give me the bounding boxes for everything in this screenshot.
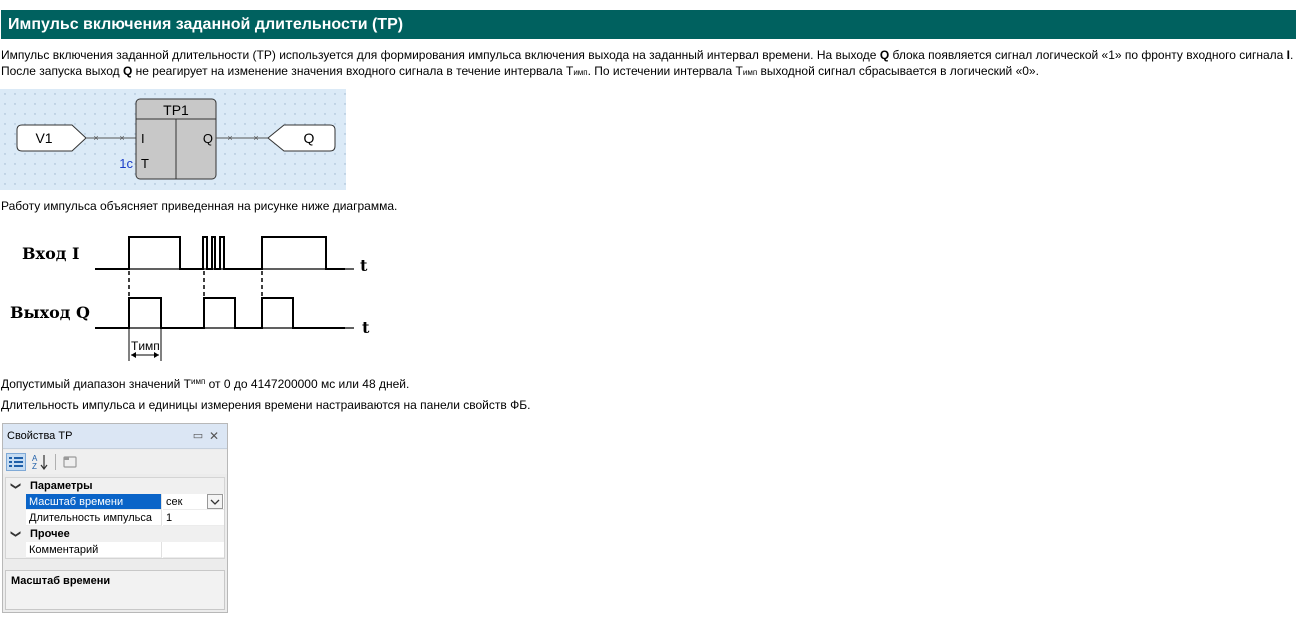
pulse-width-label: Tимп	[131, 339, 160, 353]
category-other[interactable]	[6, 526, 224, 542]
output-variable-label: Q	[303, 130, 315, 146]
intro-text-3: . После запуска выход	[1, 48, 1294, 78]
intro-text-6: выходной сигнал сбрасывается в логический «0».	[757, 64, 1039, 78]
property-name: Комментарий	[26, 542, 162, 558]
property-row-comment[interactable]	[6, 542, 224, 558]
sort-az-icon	[30, 453, 50, 471]
range-text-sup: имп	[191, 377, 206, 386]
wire-cross-icon: ×	[253, 133, 259, 143]
chevron-down-icon	[208, 495, 222, 508]
property-description-title: Масштаб времени	[11, 575, 111, 587]
intro-q: Q	[879, 48, 890, 62]
pin-q-label: Q	[202, 131, 213, 146]
intro-sub-2: имп	[742, 68, 758, 77]
chevron-down-icon[interactable]: ❯	[10, 529, 22, 539]
category-label: Параметры	[30, 480, 93, 492]
svg-text:A: A	[32, 454, 38, 463]
intro-paragraph	[1, 47, 1301, 81]
categorized-view-button[interactable]	[6, 453, 26, 471]
time-axis-label-1: t	[360, 256, 368, 275]
constant-t-value[interactable]: 1c	[119, 156, 133, 171]
property-description	[5, 570, 225, 610]
range-text-b: от 0 до 4147200000 мс или 48 дней.	[205, 377, 410, 391]
output-signal-label: Выход Q	[10, 303, 90, 322]
property-pages-icon	[60, 453, 80, 471]
category-label: Прочее	[30, 528, 70, 540]
svg-text:Z: Z	[32, 462, 37, 471]
intro-text-1: Импульс включения заданной длительности (TP) используется для формирования импульса включения выхода на заданный интервал времени. На выходе	[1, 48, 880, 62]
input-waveform	[95, 237, 345, 269]
range-text	[1, 374, 1301, 392]
toolbar-separator	[55, 454, 56, 470]
property-grid	[5, 477, 225, 559]
chevron-down-icon[interactable]: ❯	[10, 481, 22, 491]
property-name: Масштаб времени	[26, 494, 162, 510]
intro-text-5: . По истечении интервала T	[587, 64, 743, 78]
timing-diagram	[0, 225, 400, 365]
diagram-caption: Работу импульса объясняет приведенная на рисунке ниже диаграмма.	[1, 199, 398, 213]
pulse-duration-input[interactable]: 1	[163, 510, 224, 526]
properties-toolbar	[3, 450, 227, 474]
wire-cross-icon: ×	[93, 133, 99, 143]
properties-panel-title: Свойства TP	[3, 424, 227, 449]
comment-input[interactable]	[163, 542, 224, 558]
intro-sub-1: имп	[573, 68, 588, 77]
alphabetical-sort-button[interactable]	[30, 453, 50, 471]
property-name: Длительность импульса	[26, 510, 162, 526]
input-signal-label: Вход I	[22, 244, 80, 263]
properties-panel	[2, 423, 228, 613]
pin-i-label: I	[141, 131, 145, 146]
time-scale-select[interactable]	[163, 494, 224, 510]
categorized-icon	[7, 454, 25, 470]
time-axis-label-2: t	[362, 318, 370, 337]
close-icon[interactable]: ✕	[208, 429, 220, 443]
category-parameters[interactable]	[6, 478, 224, 494]
output-waveform	[95, 298, 345, 328]
intro-i: I	[1286, 48, 1291, 62]
input-variable-label: V1	[35, 130, 53, 146]
page-title: Импульс включения заданной длительности (TP)	[1, 10, 1296, 39]
intro-text-4: не реагирует на изменение значения входного сигнала в течение интервала T	[132, 64, 574, 78]
tp-block-title: TP1	[163, 102, 189, 118]
range-text-a: Допустимый диапазон значений T	[1, 377, 191, 391]
dropdown-button[interactable]	[207, 494, 223, 509]
time-scale-value: сек	[166, 496, 183, 508]
property-row-pulse-duration[interactable]	[6, 510, 224, 526]
fbd-diagram	[0, 89, 346, 190]
wire-cross-icon: ×	[227, 133, 233, 143]
settings-text: Длительность импульса и единицы измерения времени настраиваются на панели свойств ФБ.	[1, 398, 531, 412]
pin-t-label: T	[141, 156, 149, 171]
pin-icon[interactable]: ▭	[192, 430, 204, 442]
intro-text-2: блока появляется сигнал логической «1» по фронту входного сигнала	[889, 48, 1287, 62]
wire-cross-icon: ×	[119, 133, 125, 143]
intro-q2: Q	[122, 64, 133, 78]
property-row-time-scale[interactable]	[6, 494, 224, 510]
property-pages-button[interactable]	[60, 453, 80, 471]
